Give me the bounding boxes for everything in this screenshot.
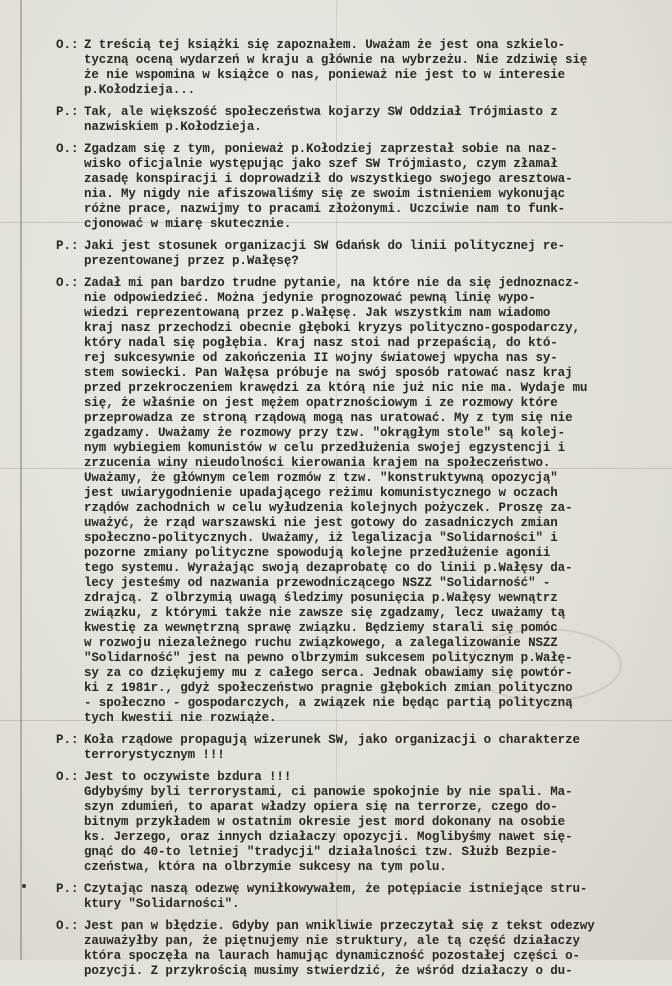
answer-entry [56, 770, 640, 875]
question-entry [56, 882, 640, 912]
entry-text: Zadał mi pan bardzo trudne pytanie, na które nie da się jednoznacz- nie odpowiedzieć. Można jedynie prognozować pewną linię wypo- wiedzi reprezentowaną przez p.Wałęsę. Jak wszystkim nam wiadomo kraj nasz przechodzi obecnie głęboki kryzys polityczno-gospodarczy, który nadal się pogłębia. Kraj nasz stoi nad przepaścią, do któ- rej sukcesywnie od zakończenia II wojny światowej wpycha nas sy- stem sowiecki. Pan Wałęsa próbuje na swój sposób ratować nasz kraj przed przekroczeniem krawędzi za którą nie już nic nie ma. Wydaje mu się, że właśnie on jest mężem opatrznościowym i ze rozmowy które przeprowadza ze stroną rządową mogą nas uratować. My z tym się nie zgadzamy. Uważamy że rozmowy przy tzw. "okrągłym stole" są kolej- nym wybiegiem komunistów w celu przedłużenia swojej egzystencji i zrzucenia winy nieudolności kierowania krajem na społeczeństwo. Uważamy, że głównym celem rozmów z tzw. "konstruktywną opozycją" jest uwiarygodnienie upadającego reżimu komunistycznego w oczach rządów zachodnich w celu wyłudzenia kolejnych pożyczek. Proszę za- uważyć, że rząd warszawski nie jest gotowy do zasadniczych zmian społeczno-politycznych. Uważamy, iż legalizacja "Solidarności" i pozorne zmiany polityczne spowodują kolejne przedłużenie agonii tego systemu. Wyrażając swoją dezaprobatę co do linii p.Wałęsy da- lecy jesteśmy od nazwania przewodniczącego NSZZ "Solidarność" - zdrajcą. Z olbrzymią uwagą śledzimy posunięcia p.Wałęsy wewnątrz związku, z którymi także nie zawsze się zgadzamy, lecz uważamy tą kwestię za wewnętrzną sprawę związku. Będziemy starali się pomóc w rozwoju niezależnego ruchu związkowego, a zalegalizowanie NSZZ "Solidarność" jest na pewno olbrzymim sukcesem politycznym p.Wałę- sy za co dziękujemy mu z całego serca. Jednak obawiamy się powtór- ki z 1981r., gdyż społeczeństwo pragnie głębokich zmian polityczno - społeczno - gospodarczych, a związek nie będąc partią polityczną tych kwestii nie rozwiąże. [84, 276, 588, 725]
question-entry [56, 105, 640, 135]
speaker-label: O.: [56, 38, 79, 52]
entry-text: Tak, ale większość społeczeństwa kojarzy SW Oddział Trójmiasto z nazwiskiem p.Kołodzieja. [84, 105, 558, 134]
interview-text [56, 38, 640, 986]
speaker-label: O.: [56, 276, 79, 290]
entry-text: Zgadzam się z tym, ponieważ p.Kołodziej zaprzestał sobie na naz- wisko oficjalnie występując jako szef SW Trójmiasto, czym złamał zasadę konspiracji i doprowadził do wszystkiego swojego aresztowa- nia. My nigdy nie afiszowaliśmy się ze swoim istnieniem wykonując różne prace, nazwijmy to pracami złożonymi. Uczciwie nam to funk- cjonować w miarę skutecznie. [84, 142, 573, 231]
entry-text: Koła rządowe propagują wizerunek SW, jako organizacji o charakterze terrorystycznym !!! [84, 733, 580, 762]
entry-text: Jaki jest stosunek organizacji SW Gdańsk do linii politycznej re- prezentowanej przez p.Wałęsę? [84, 239, 566, 268]
speaker-label: P.: [56, 882, 79, 896]
speaker-label: P.: [56, 239, 79, 253]
answer-entry [56, 142, 640, 232]
question-entry [56, 733, 640, 763]
answer-entry [56, 38, 640, 98]
page-margin-fold [20, 0, 22, 960]
speaker-label: P.: [56, 105, 79, 119]
speaker-label: P.: [56, 733, 79, 747]
entry-text: Jest pan w błędzie. Gdyby pan wnikliwie przeczytał się z tekst odezwy zauważyłby pan, że piętnujemy nie struktury, ale tą część działaczy która spoczęła na laurach hamując dynamiczność pozostałej części o- pozycji. Z przykrością musimy stwierdzić, że wśród działaczy o du- [84, 919, 595, 978]
entry-text: Jest to oczywiste bzdura !!! Gdybyśmy byli terrorystami, ci panowie spokojnie by nie spali. Ma- szyn zdumień, to aparat władzy opiera się na terrorze, czego do- bitnym przykładem w ostatnim okresie jest mord dokonany na osobie ks. Jerzego, oraz innych działaczy opozycji. Moglibyśmy nawet się- gnąć do 40-to letniej "tradycji" działalności tzw. Służb Bezpie- czeństwa, która na olbrzymie sukcesy na tym polu. [84, 770, 573, 874]
question-entry [56, 239, 640, 269]
speaker-label: O.: [56, 142, 79, 156]
punch-dot [22, 884, 26, 888]
speaker-label: O.: [56, 919, 79, 933]
entry-text: Czytając naszą odezwę wyniłkowywałem, że potępiacie istniejące stru- ktury "Solidarności". [84, 882, 588, 911]
speaker-label: O.: [56, 770, 79, 784]
answer-entry [56, 276, 640, 726]
entry-text: Z treścią tej książki się zapoznałem. Uważam że jest ona szkielo- tyczną oceną wydarzeń w kraju a głównie na wybrzeżu. Nie zdziwię się że nie wspomina w książce o nas, ponieważ nie jest to w interesie p.Kołodzieja... [84, 38, 588, 97]
answer-entry [56, 919, 640, 979]
